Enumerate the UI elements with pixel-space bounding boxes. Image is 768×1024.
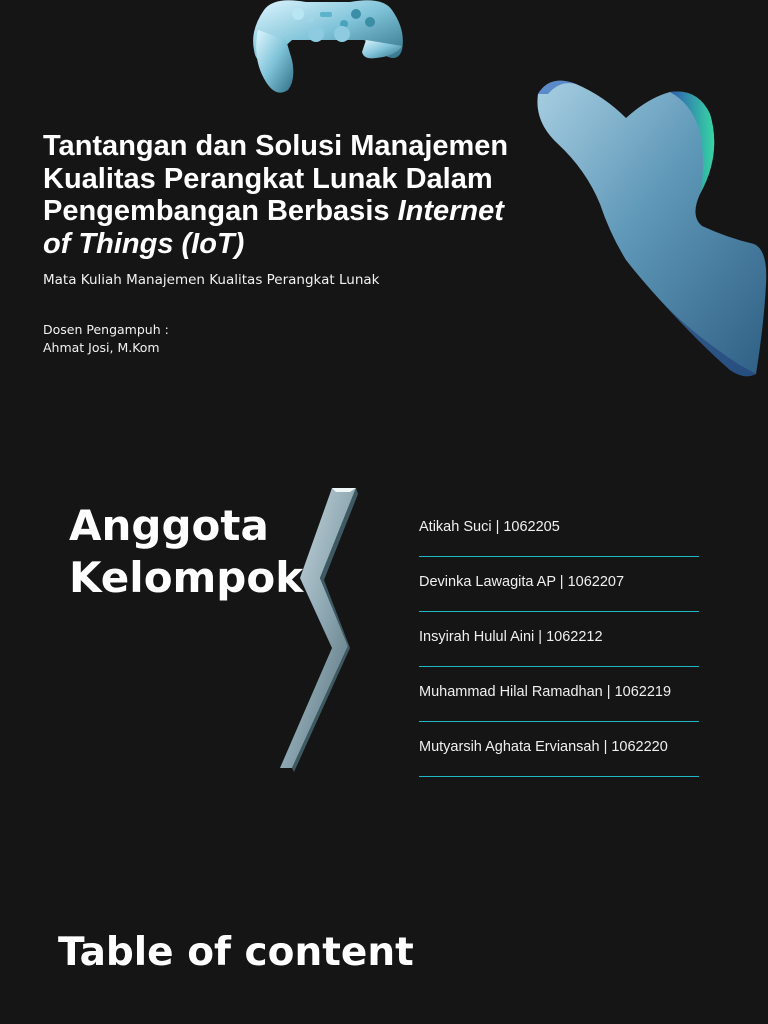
member-item: Muhammad Hilal Ramadhan | 1062219: [419, 667, 699, 722]
lecturer-name: Ahmat Josi, M.Kom: [43, 340, 160, 355]
member-item: Atikah Suci | 1062205: [419, 502, 699, 557]
twisted-shape-icon: [530, 74, 768, 384]
members-heading-line-1: Anggota: [69, 501, 269, 550]
lecturer-label: Dosen Pengampuh :: [43, 322, 169, 337]
gamepad-icon: [246, 0, 408, 98]
member-item: Insyirah Hulul Aini | 1062212: [419, 612, 699, 667]
title-emphasis-1: Internet: [397, 195, 504, 227]
member-item: Mutyarsih Aghata Erviansah | 1062220: [419, 722, 699, 777]
title-line-1: Tantangan dan Solusi Manajemen: [43, 130, 509, 162]
member-list: [419, 502, 699, 777]
members-heading: [69, 500, 303, 604]
title-line-3: Pengembangan Berbasis: [43, 195, 390, 227]
course-subtitle: Mata Kuliah Manajemen Kualitas Perangkat Lunak: [43, 272, 380, 288]
member-item: Devinka Lawagita AP | 1062207: [419, 557, 699, 612]
table-of-content-heading: Table of content: [58, 930, 414, 975]
members-heading-line-2: Kelompok: [69, 553, 304, 602]
title-line-2: Kualitas Perangkat Lunak Dalam: [43, 162, 493, 195]
document-title: [43, 130, 533, 260]
title-emphasis-2: of Things (IoT): [43, 227, 245, 260]
